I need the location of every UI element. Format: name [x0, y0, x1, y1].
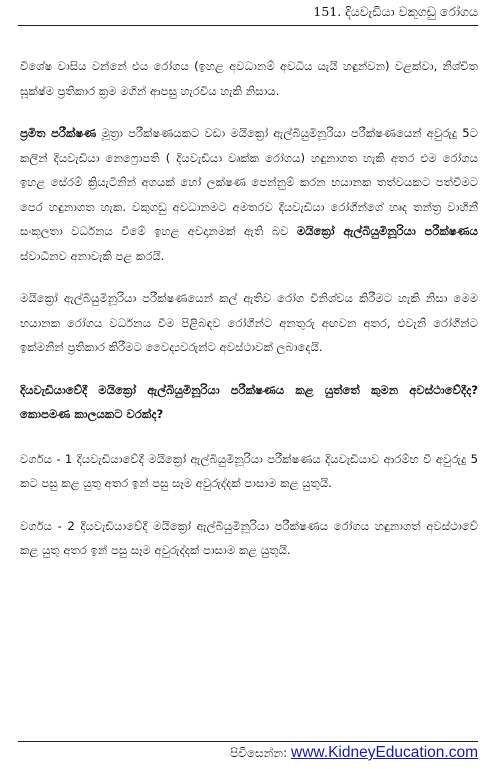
paragraph-2-bold-term: මයික්‍රෝ ඇල්බියුමිනූරියා පරීක්ෂණය — [296, 224, 479, 238]
paragraph-3: මයික්‍රෝ ඇල්බියුමිනූරියා පරීක්ෂණයෙන් කල් ඇතිව රෝග විනිශ්චය කිරීමට හැකි නිසා මෙම භයානක රෝගය වර්ධනය වීම පිළිබඳව රෝගීන්ට අනතුරු අඟවන අතර, එවැනි රෝගීන්ට ඉක්මනින් ප්‍රතිකාර කිරීමට වෛද්‍යවරුන්ට අවස්ථාවක් ලබාදෙයි. — [20, 291, 478, 354]
page-header-title: 151. දියවැඩියා වකුගඩු රෝගය — [313, 4, 478, 19]
document-body — [20, 54, 478, 581]
website-link[interactable]: www.KidneyEducation.com — [291, 744, 478, 761]
paragraph-type-1: වර්ගය - 1 දියවැඩියාවේදී මයික්‍රෝ ඇල්බියුමිනූරියා පරීක්ෂණය දියවැඩියාව ආරම්භ වී අවුරුදු 5 කට පසු කළ යුතු අතර ඉන් පසු සෑම අවුරුද්දක් පාසාම කළ යුතුයි. — [20, 451, 478, 490]
footer-divider — [18, 741, 478, 742]
paragraph-2-lead: ප්‍රමිත පරීක්ෂණ — [20, 126, 97, 140]
question-heading: දියවැඩියාවේදී මයික්‍රෝ ඇල්බියුමිනූරියා පරීක්ෂණය කළ යුත්තේ කුමන අවස්ථාවේදීද? කොපමණ කාලයකට වරක්ද? — [20, 382, 478, 421]
footer — [230, 744, 478, 762]
paragraph-2-text-b: ස්වාධීනව අනාවැකි පළ කරයි. — [20, 248, 165, 263]
paragraph-2-text-a: මූත්‍රා පරීක්ෂණයකට වඩා මයික්‍රෝ ඇල්බියුමිනූරියා පරීක්ෂණයෙන් අවුරුදු 5ට කලින් දියවැඩියා නෙෆ්‍රොපති ( දියවැඩියා වෘක්ක රෝගය) හඳුනාගත හැකි අතර එම රෝගය ඉහළ සේරම් ක්‍රියැටිනින් අගයක් හෝ ලක්ෂණ පෙන්නුම් කරන භයානක තත්වයකට පත්වීමට පෙර හඳුනාගත හැක. වකුගඩු අවධානමට අමතරව දියවැඩියා රෝගීන්ගේ හෘද තන්ත්‍ර වාහිනී සංකූලතා වර්ධනය වීමේ ඉහළ අවදානමක් ඇති බව — [20, 126, 478, 238]
paragraph-2 — [20, 121, 478, 268]
paragraph-1: විශේෂ වාසිය වන්නේ එය රෝගය (ඉහළ අවධානම් අවධිය යැයි හඳුන්වන) වළක්වා, නිශ්චිත සූක්ෂ්ම ප්‍රතිකාර ක්‍රම මගින් ආපසු හැරවිය හැකි නිසාය. — [20, 59, 478, 98]
paragraph-type-2: වර්ගය - 2 දියවැඩියාවේදී මයික්‍රෝ ඇල්බියුමිනූරියා පරීක්ෂණය රෝගය හඳුනාගත් අවස්ථාවේ කළ යුතු අතර ඉන් පසු සෑම අවුරුද්දක් පාසාම කළ යුතුයි. — [20, 518, 478, 557]
header-divider — [18, 25, 478, 26]
footer-label: පිවිසෙන්න: — [230, 746, 292, 760]
